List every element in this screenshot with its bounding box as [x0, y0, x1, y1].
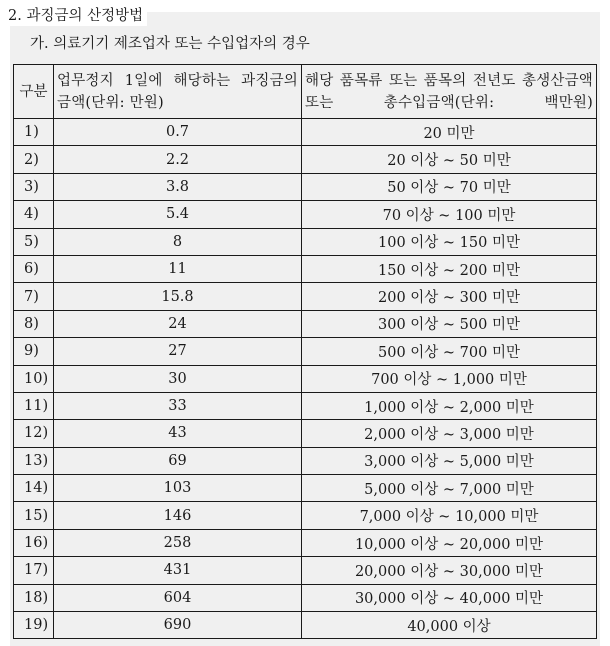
table-row [14, 338, 597, 365]
row-sales-range-cell: 500 이상 ~ 700 미만 [302, 338, 597, 365]
row-index-cell: 2) [14, 146, 54, 173]
table-row [14, 119, 597, 146]
row-amount-cell: 69 [54, 447, 302, 474]
section-heading: 2. 과징금의 산정방법 [8, 6, 147, 26]
table-row [14, 529, 597, 556]
row-sales-range-cell: 20 미만 [302, 119, 597, 146]
row-index-cell: 7) [14, 283, 54, 310]
row-index-cell: 6) [14, 255, 54, 282]
row-sales-range-cell: 1,000 이상 ~ 2,000 미만 [302, 392, 597, 419]
row-index-cell: 10) [14, 365, 54, 392]
row-sales-range-cell: 70 이상 ~ 100 미만 [302, 201, 597, 228]
header-amount: 업무정지 1일에 해당하는 과징금의 금액(단위: 만원) [54, 65, 302, 119]
table-row [14, 365, 597, 392]
row-sales-range-cell: 5,000 이상 ~ 7,000 미만 [302, 475, 597, 502]
table-row [14, 612, 597, 639]
row-amount-cell: 146 [54, 502, 302, 529]
row-amount-cell: 103 [54, 475, 302, 502]
row-index-cell: 13) [14, 447, 54, 474]
row-sales-range-cell: 10,000 이상 ~ 20,000 미만 [302, 529, 597, 556]
row-index-cell: 19) [14, 612, 54, 639]
row-amount-cell: 24 [54, 310, 302, 337]
table-row [14, 146, 597, 173]
row-sales-range-cell: 150 이상 ~ 200 미만 [302, 255, 597, 282]
row-sales-range-cell: 3,000 이상 ~ 5,000 미만 [302, 447, 597, 474]
row-index-cell: 4) [14, 201, 54, 228]
row-index-cell: 15) [14, 502, 54, 529]
table-row [14, 420, 597, 447]
penalty-table [13, 64, 597, 639]
row-index-cell: 1) [14, 119, 54, 146]
row-amount-cell: 604 [54, 584, 302, 611]
row-amount-cell: 15.8 [54, 283, 302, 310]
row-index-cell: 11) [14, 392, 54, 419]
table-row [14, 228, 597, 255]
row-amount-cell: 43 [54, 420, 302, 447]
row-sales-range-cell: 7,000 이상 ~ 10,000 미만 [302, 502, 597, 529]
row-amount-cell: 258 [54, 529, 302, 556]
row-sales-range-cell: 200 이상 ~ 300 미만 [302, 283, 597, 310]
row-sales-range-cell: 30,000 이상 ~ 40,000 미만 [302, 584, 597, 611]
row-index-cell: 18) [14, 584, 54, 611]
row-index-cell: 8) [14, 310, 54, 337]
table-row [14, 201, 597, 228]
row-index-cell: 14) [14, 475, 54, 502]
row-amount-cell: 0.7 [54, 119, 302, 146]
row-index-cell: 17) [14, 557, 54, 584]
row-sales-range-cell: 300 이상 ~ 500 미만 [302, 310, 597, 337]
row-sales-range-cell: 40,000 이상 [302, 612, 597, 639]
row-amount-cell: 2.2 [54, 146, 302, 173]
header-sales: 해당 품목류 또는 품목의 전년도 총생산금액 또는 총수입금액(단위: 백만원) [302, 65, 597, 119]
row-sales-range-cell: 20 이상 ~ 50 미만 [302, 146, 597, 173]
row-amount-cell: 8 [54, 228, 302, 255]
row-index-cell: 3) [14, 173, 54, 200]
row-sales-range-cell: 700 이상 ~ 1,000 미만 [302, 365, 597, 392]
table-row [14, 255, 597, 282]
row-index-cell: 5) [14, 228, 54, 255]
table-body [14, 119, 597, 639]
subsection-heading: 가. 의료기기 제조업자 또는 수입업자의 경우 [30, 36, 310, 52]
table-row [14, 584, 597, 611]
row-amount-cell: 11 [54, 255, 302, 282]
header-index: 구분 [14, 65, 54, 119]
table-row [14, 475, 597, 502]
row-sales-range-cell: 100 이상 ~ 150 미만 [302, 228, 597, 255]
table-row [14, 447, 597, 474]
row-sales-range-cell: 20,000 이상 ~ 30,000 미만 [302, 557, 597, 584]
table-row [14, 173, 597, 200]
row-amount-cell: 33 [54, 392, 302, 419]
row-amount-cell: 3.8 [54, 173, 302, 200]
table-row [14, 283, 597, 310]
row-amount-cell: 30 [54, 365, 302, 392]
row-amount-cell: 27 [54, 338, 302, 365]
row-index-cell: 16) [14, 529, 54, 556]
row-amount-cell: 690 [54, 612, 302, 639]
table-row [14, 557, 597, 584]
row-amount-cell: 431 [54, 557, 302, 584]
table-header-row [14, 65, 597, 119]
row-sales-range-cell: 2,000 이상 ~ 3,000 미만 [302, 420, 597, 447]
table-row [14, 392, 597, 419]
table-row [14, 310, 597, 337]
row-sales-range-cell: 50 이상 ~ 70 미만 [302, 173, 597, 200]
row-amount-cell: 5.4 [54, 201, 302, 228]
row-index-cell: 12) [14, 420, 54, 447]
row-index-cell: 9) [14, 338, 54, 365]
table-row [14, 502, 597, 529]
